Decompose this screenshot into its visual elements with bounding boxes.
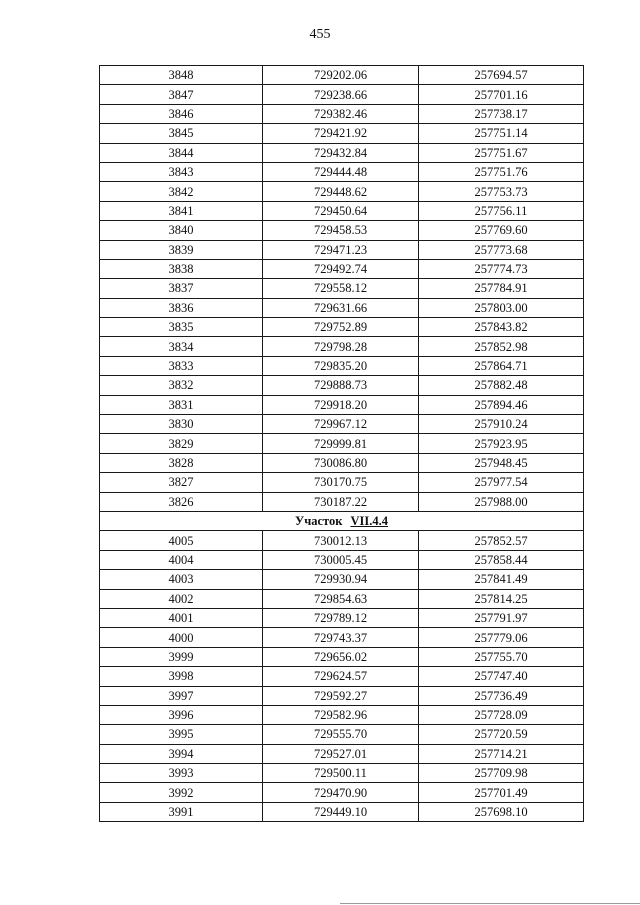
point-number-cell: 3835 <box>100 318 263 337</box>
x-coordinate-cell: 729471.23 <box>263 240 419 259</box>
y-coordinate-cell: 257709.98 <box>419 764 584 783</box>
x-coordinate-cell: 729492.74 <box>263 259 419 278</box>
point-number-cell: 3996 <box>100 705 263 724</box>
section-cell <box>100 511 584 530</box>
point-number-cell: 3833 <box>100 356 263 375</box>
x-coordinate-cell: 729202.06 <box>263 66 419 85</box>
x-coordinate-cell: 729500.11 <box>263 764 419 783</box>
table-row <box>100 298 584 317</box>
point-number-cell: 3836 <box>100 298 263 317</box>
point-number-cell: 3846 <box>100 104 263 123</box>
point-number-cell: 3840 <box>100 221 263 240</box>
x-coordinate-cell: 729527.01 <box>263 744 419 763</box>
y-coordinate-cell: 257843.82 <box>419 318 584 337</box>
x-coordinate-cell: 730005.45 <box>263 550 419 569</box>
x-coordinate-cell: 730012.13 <box>263 531 419 550</box>
x-coordinate-cell: 729450.64 <box>263 201 419 220</box>
table-row <box>100 124 584 143</box>
y-coordinate-cell: 257773.68 <box>419 240 584 259</box>
y-coordinate-cell: 257751.76 <box>419 162 584 181</box>
y-coordinate-cell: 257769.60 <box>419 221 584 240</box>
y-coordinate-cell: 257852.57 <box>419 531 584 550</box>
point-number-cell: 3830 <box>100 415 263 434</box>
y-coordinate-cell: 257714.21 <box>419 744 584 763</box>
point-number-cell: 3998 <box>100 667 263 686</box>
table-row <box>100 415 584 434</box>
table-row <box>100 725 584 744</box>
point-number-cell: 3845 <box>100 124 263 143</box>
y-coordinate-cell: 257701.16 <box>419 85 584 104</box>
table-row <box>100 395 584 414</box>
x-coordinate-cell: 729789.12 <box>263 608 419 627</box>
point-number-cell: 3991 <box>100 802 263 821</box>
x-coordinate-cell: 729854.63 <box>263 589 419 608</box>
table-row <box>100 318 584 337</box>
x-coordinate-cell: 729470.90 <box>263 783 419 802</box>
y-coordinate-cell: 257814.25 <box>419 589 584 608</box>
point-number-cell: 3831 <box>100 395 263 414</box>
table-row <box>100 279 584 298</box>
x-coordinate-cell: 729631.66 <box>263 298 419 317</box>
point-number-cell: 3837 <box>100 279 263 298</box>
y-coordinate-cell: 257738.17 <box>419 104 584 123</box>
point-number-cell: 4002 <box>100 589 263 608</box>
y-coordinate-cell: 257774.73 <box>419 259 584 278</box>
x-coordinate-cell: 729238.66 <box>263 85 419 104</box>
point-number-cell: 3993 <box>100 764 263 783</box>
section-header <box>100 511 584 530</box>
y-coordinate-cell: 257841.49 <box>419 570 584 589</box>
x-coordinate-cell: 729432.84 <box>263 143 419 162</box>
table-row <box>100 608 584 627</box>
table-row <box>100 104 584 123</box>
table-row <box>100 570 584 589</box>
y-coordinate-cell: 257910.24 <box>419 415 584 434</box>
x-coordinate-cell: 729743.37 <box>263 628 419 647</box>
point-number-cell: 3997 <box>100 686 263 705</box>
point-number-cell: 3995 <box>100 725 263 744</box>
point-number-cell: 4000 <box>100 628 263 647</box>
table-row <box>100 434 584 453</box>
x-coordinate-cell: 729930.94 <box>263 570 419 589</box>
scan-edge-line <box>340 903 640 904</box>
y-coordinate-cell: 257858.44 <box>419 550 584 569</box>
table-row <box>100 473 584 492</box>
point-number-cell: 3826 <box>100 492 263 511</box>
table-row <box>100 376 584 395</box>
x-coordinate-cell: 729888.73 <box>263 376 419 395</box>
x-coordinate-cell: 729448.62 <box>263 182 419 201</box>
y-coordinate-cell: 257755.70 <box>419 647 584 666</box>
section-row <box>100 511 584 530</box>
point-number-cell: 4003 <box>100 570 263 589</box>
point-number-cell: 3844 <box>100 143 263 162</box>
point-number-cell: 3992 <box>100 783 263 802</box>
table-row <box>100 531 584 550</box>
point-number-cell: 4001 <box>100 608 263 627</box>
y-coordinate-cell: 257751.67 <box>419 143 584 162</box>
page-number: 455 <box>309 27 331 42</box>
table-row <box>100 764 584 783</box>
point-number-cell: 3827 <box>100 473 263 492</box>
point-number-cell: 3843 <box>100 162 263 181</box>
table-row <box>100 182 584 201</box>
section-label: Участок <box>295 514 343 529</box>
section-code: VII.4.4 <box>350 514 388 529</box>
x-coordinate-cell: 729592.27 <box>263 686 419 705</box>
table-row <box>100 66 584 85</box>
y-coordinate-cell: 257751.14 <box>419 124 584 143</box>
rows-after <box>100 531 584 822</box>
y-coordinate-cell: 257694.57 <box>419 66 584 85</box>
table-row <box>100 744 584 763</box>
y-coordinate-cell: 257988.00 <box>419 492 584 511</box>
x-coordinate-cell: 729798.28 <box>263 337 419 356</box>
y-coordinate-cell: 257753.73 <box>419 182 584 201</box>
table-row <box>100 647 584 666</box>
x-coordinate-cell: 729555.70 <box>263 725 419 744</box>
x-coordinate-cell: 729967.12 <box>263 415 419 434</box>
x-coordinate-cell: 729558.12 <box>263 279 419 298</box>
x-coordinate-cell: 729752.89 <box>263 318 419 337</box>
table-row <box>100 162 584 181</box>
x-coordinate-cell: 729624.57 <box>263 667 419 686</box>
rows-before <box>100 66 584 512</box>
point-number-cell: 3829 <box>100 434 263 453</box>
y-coordinate-cell: 257791.97 <box>419 608 584 627</box>
point-number-cell: 3842 <box>100 182 263 201</box>
table-row <box>100 589 584 608</box>
point-number-cell: 3834 <box>100 337 263 356</box>
point-number-cell: 3847 <box>100 85 263 104</box>
y-coordinate-cell: 257882.48 <box>419 376 584 395</box>
table-row <box>100 201 584 220</box>
y-coordinate-cell: 257736.49 <box>419 686 584 705</box>
y-coordinate-cell: 257779.06 <box>419 628 584 647</box>
x-coordinate-cell: 729382.46 <box>263 104 419 123</box>
table-row <box>100 85 584 104</box>
y-coordinate-cell: 257977.54 <box>419 473 584 492</box>
y-coordinate-cell: 257864.71 <box>419 356 584 375</box>
x-coordinate-cell: 729421.92 <box>263 124 419 143</box>
point-number-cell: 3838 <box>100 259 263 278</box>
y-coordinate-cell: 257923.95 <box>419 434 584 453</box>
x-coordinate-cell: 729458.53 <box>263 221 419 240</box>
y-coordinate-cell: 257698.10 <box>419 802 584 821</box>
point-number-cell: 3839 <box>100 240 263 259</box>
table-row <box>100 628 584 647</box>
x-coordinate-cell: 729656.02 <box>263 647 419 666</box>
point-number-cell: 3832 <box>100 376 263 395</box>
y-coordinate-cell: 257756.11 <box>419 201 584 220</box>
point-number-cell: 3999 <box>100 647 263 666</box>
x-coordinate-cell: 729999.81 <box>263 434 419 453</box>
table-row <box>100 667 584 686</box>
table-row <box>100 802 584 821</box>
x-coordinate-cell: 730187.22 <box>263 492 419 511</box>
y-coordinate-cell: 257720.59 <box>419 725 584 744</box>
point-number-cell: 4005 <box>100 531 263 550</box>
table-row <box>100 705 584 724</box>
y-coordinate-cell: 257728.09 <box>419 705 584 724</box>
x-coordinate-cell: 729582.96 <box>263 705 419 724</box>
table-row <box>100 143 584 162</box>
x-coordinate-cell: 729444.48 <box>263 162 419 181</box>
y-coordinate-cell: 257803.00 <box>419 298 584 317</box>
y-coordinate-cell: 257784.91 <box>419 279 584 298</box>
point-number-cell: 3994 <box>100 744 263 763</box>
table-row <box>100 240 584 259</box>
x-coordinate-cell: 729918.20 <box>263 395 419 414</box>
point-number-cell: 4004 <box>100 550 263 569</box>
y-coordinate-cell: 257852.98 <box>419 337 584 356</box>
table-row <box>100 259 584 278</box>
point-number-cell: 3841 <box>100 201 263 220</box>
point-number-cell: 3848 <box>100 66 263 85</box>
x-coordinate-cell: 730086.80 <box>263 453 419 472</box>
x-coordinate-cell: 729449.10 <box>263 802 419 821</box>
x-coordinate-cell: 729835.20 <box>263 356 419 375</box>
table-row <box>100 221 584 240</box>
table-row <box>100 686 584 705</box>
y-coordinate-cell: 257894.46 <box>419 395 584 414</box>
table-row <box>100 337 584 356</box>
coordinates-table <box>99 65 584 822</box>
y-coordinate-cell: 257701.49 <box>419 783 584 802</box>
table-row <box>100 492 584 511</box>
point-number-cell: 3828 <box>100 453 263 472</box>
table-row <box>100 453 584 472</box>
x-coordinate-cell: 730170.75 <box>263 473 419 492</box>
y-coordinate-cell: 257948.45 <box>419 453 584 472</box>
table-row <box>100 356 584 375</box>
y-coordinate-cell: 257747.40 <box>419 667 584 686</box>
table-row <box>100 783 584 802</box>
table-row <box>100 550 584 569</box>
